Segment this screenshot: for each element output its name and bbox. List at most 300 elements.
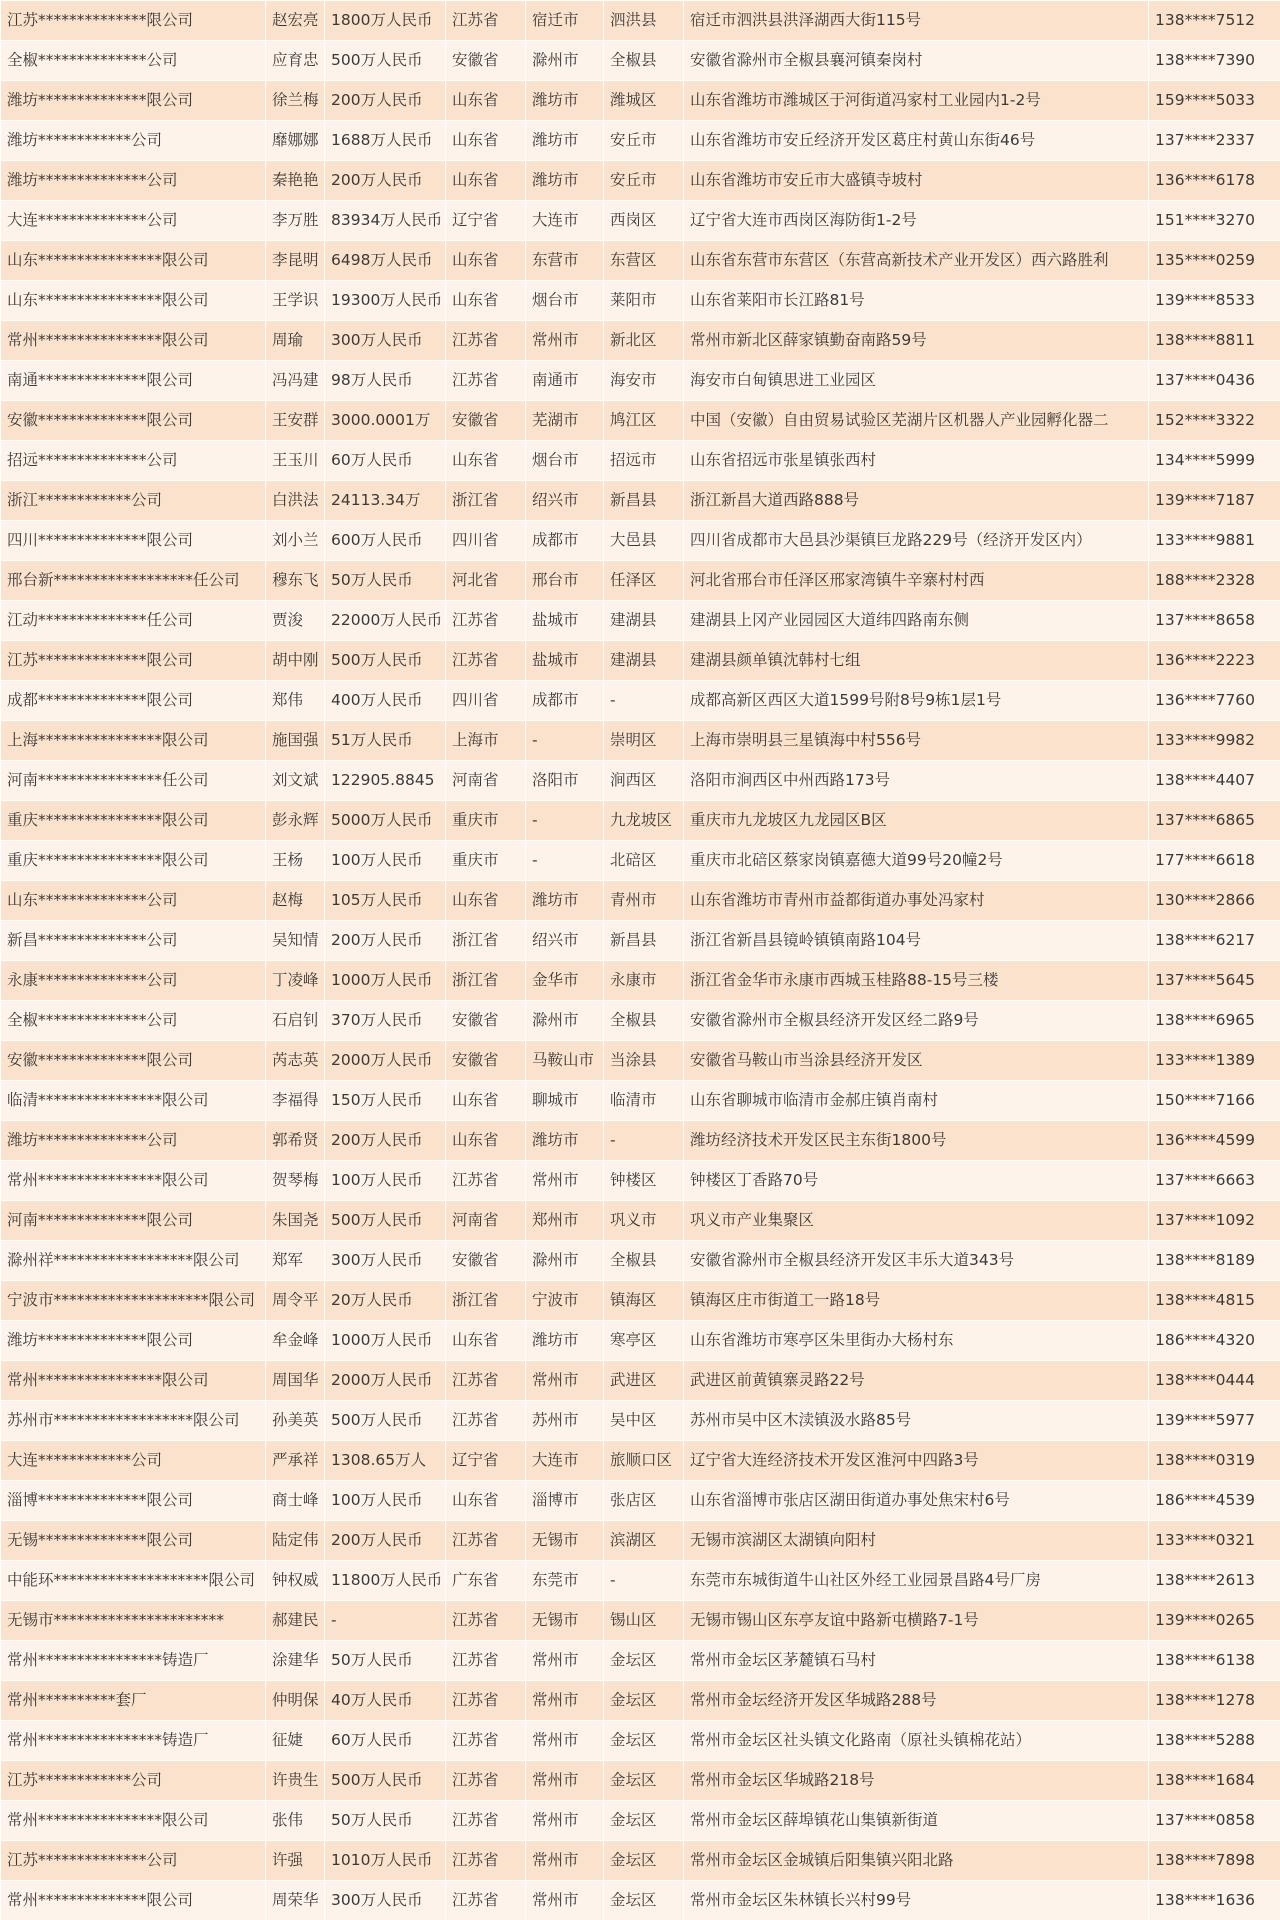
address-cell: 无锡市锡山区东亭友谊中路新屯横路7-1号 [684, 1601, 1149, 1641]
legal-person-cell: 征婕 [266, 1721, 325, 1761]
table-row [1, 721, 1280, 761]
registered-capital-cell: 24113.34万 [325, 481, 446, 521]
legal-person-cell: 郑伟 [266, 681, 325, 721]
table-row [1, 1801, 1280, 1841]
district-cell: 金坛区 [604, 1761, 684, 1801]
city-cell: 常州市 [526, 1881, 604, 1920]
phone-cell: 138****1684 [1149, 1761, 1280, 1801]
address-cell: 安徽省滁州市全椒县经济开发区经二路9号 [684, 1001, 1149, 1041]
table-row [1, 1081, 1280, 1121]
city-cell: 盐城市 [526, 601, 604, 641]
address-cell: 常州市金坛经济开发区华城路288号 [684, 1681, 1149, 1721]
legal-person-cell: 白洪法 [266, 481, 325, 521]
legal-person-cell: 周瑜 [266, 321, 325, 361]
registered-capital-cell: 100万人民币 [325, 841, 446, 881]
phone-cell: 138****4815 [1149, 1281, 1280, 1321]
province-cell: 浙江省 [446, 481, 526, 521]
company-name-cell: 江动**************任公司 [1, 601, 266, 641]
province-cell: 江苏省 [446, 361, 526, 401]
company-name-cell: 成都**************限公司 [1, 681, 266, 721]
table-body [1, 1, 1280, 1920]
province-cell: 山东省 [446, 441, 526, 481]
city-cell: 滁州市 [526, 41, 604, 81]
registered-capital-cell: 5000万人民币 [325, 801, 446, 841]
district-cell: 吴中区 [604, 1401, 684, 1441]
registered-capital-cell: 200万人民币 [325, 921, 446, 961]
table-row [1, 81, 1280, 121]
address-cell: 安徽省马鞍山市当涂县经济开发区 [684, 1041, 1149, 1081]
legal-person-cell: 李福得 [266, 1081, 325, 1121]
city-cell: 金华市 [526, 961, 604, 1001]
registered-capital-cell: 20万人民币 [325, 1281, 446, 1321]
registered-capital-cell: 2000万人民币 [325, 1041, 446, 1081]
legal-person-cell: 贺琴梅 [266, 1161, 325, 1201]
phone-cell: 138****1278 [1149, 1681, 1280, 1721]
address-cell: 山东省聊城市临清市金郝庄镇肖南村 [684, 1081, 1149, 1121]
city-cell: 大连市 [526, 201, 604, 241]
registered-capital-cell: 1000万人民币 [325, 1321, 446, 1361]
registered-capital-cell: 1308.65万人 [325, 1441, 446, 1481]
city-cell: 烟台市 [526, 441, 604, 481]
address-cell: 山东省东营市东营区（东营高新技术产业开发区）西六路胜利 [684, 241, 1149, 281]
legal-person-cell: 刘小兰 [266, 521, 325, 561]
company-name-cell: 无锡市********************** [1, 1601, 266, 1641]
city-cell: 绍兴市 [526, 921, 604, 961]
district-cell: 武进区 [604, 1361, 684, 1401]
table-row [1, 1241, 1280, 1281]
company-name-cell: 大连************公司 [1, 1441, 266, 1481]
address-cell: 河北省邢台市任泽区邢家湾镇牛辛寨村村西 [684, 561, 1149, 601]
city-cell: 常州市 [526, 1641, 604, 1681]
registered-capital-cell: 105万人民币 [325, 881, 446, 921]
city-cell: 常州市 [526, 321, 604, 361]
registered-capital-cell: 150万人民币 [325, 1081, 446, 1121]
company-name-cell: 中能环********************限公司 [1, 1561, 266, 1601]
phone-cell: 138****4407 [1149, 761, 1280, 801]
address-cell: 浙江省金华市永康市西城玉桂路88-15号三楼 [684, 961, 1149, 1001]
table-row [1, 1281, 1280, 1321]
district-cell: - [604, 1121, 684, 1161]
table-row [1, 1681, 1280, 1721]
table-row [1, 1201, 1280, 1241]
district-cell: 金坛区 [604, 1801, 684, 1841]
company-name-cell: 邢台新******************任公司 [1, 561, 266, 601]
city-cell: 无锡市 [526, 1521, 604, 1561]
registered-capital-cell: 100万人民币 [325, 1481, 446, 1521]
phone-cell: 151****3270 [1149, 201, 1280, 241]
district-cell: 建湖县 [604, 601, 684, 641]
city-cell: 苏州市 [526, 1401, 604, 1441]
province-cell: 江苏省 [446, 1361, 526, 1401]
phone-cell: 133****0321 [1149, 1521, 1280, 1561]
company-name-cell: 河南**************限公司 [1, 1201, 266, 1241]
legal-person-cell: 钟权威 [266, 1561, 325, 1601]
company-name-cell: 潍坊************公司 [1, 121, 266, 161]
company-name-cell: 山东****************限公司 [1, 241, 266, 281]
registered-capital-cell: 19300万人民币 [325, 281, 446, 321]
province-cell: 浙江省 [446, 921, 526, 961]
city-cell: 常州市 [526, 1681, 604, 1721]
company-name-cell: 潍坊**************公司 [1, 1121, 266, 1161]
table-row [1, 481, 1280, 521]
district-cell: 大邑县 [604, 521, 684, 561]
company-name-cell: 河南****************任公司 [1, 761, 266, 801]
district-cell: 安丘市 [604, 161, 684, 201]
phone-cell: 130****2866 [1149, 881, 1280, 921]
company-name-cell: 山东****************限公司 [1, 281, 266, 321]
city-cell: 滁州市 [526, 1241, 604, 1281]
phone-cell: 186****4320 [1149, 1321, 1280, 1361]
table-row [1, 1481, 1280, 1521]
registered-capital-cell: 200万人民币 [325, 1121, 446, 1161]
province-cell: 江苏省 [446, 1761, 526, 1801]
table-row [1, 681, 1280, 721]
district-cell: 涧西区 [604, 761, 684, 801]
table-row [1, 1, 1280, 41]
district-cell: 张店区 [604, 1481, 684, 1521]
company-name-cell: 临清****************限公司 [1, 1081, 266, 1121]
city-cell: 常州市 [526, 1721, 604, 1761]
company-name-cell: 全椒**************公司 [1, 1001, 266, 1041]
address-cell: 宿迁市泗洪县洪泽湖西大街115号 [684, 1, 1149, 41]
table-row [1, 121, 1280, 161]
province-cell: 江苏省 [446, 1, 526, 41]
city-cell: 烟台市 [526, 281, 604, 321]
company-name-cell: 安徽**************限公司 [1, 401, 266, 441]
phone-cell: 188****2328 [1149, 561, 1280, 601]
district-cell: 全椒县 [604, 1001, 684, 1041]
legal-person-cell: 郝建民 [266, 1601, 325, 1641]
district-cell: 金坛区 [604, 1681, 684, 1721]
table-row [1, 321, 1280, 361]
phone-cell: 139****5977 [1149, 1401, 1280, 1441]
province-cell: 山东省 [446, 881, 526, 921]
table-row [1, 761, 1280, 801]
table-row [1, 1401, 1280, 1441]
company-name-cell: 滁州祥******************限公司 [1, 1241, 266, 1281]
district-cell: 新北区 [604, 321, 684, 361]
legal-person-cell: 石启钊 [266, 1001, 325, 1041]
table-row [1, 881, 1280, 921]
phone-cell: 137****6865 [1149, 801, 1280, 841]
legal-person-cell: 郭希贤 [266, 1121, 325, 1161]
legal-person-cell: 李万胜 [266, 201, 325, 241]
company-name-cell: 常州****************铸造厂 [1, 1641, 266, 1681]
legal-person-cell: 赵宏亮 [266, 1, 325, 41]
table-row [1, 801, 1280, 841]
province-cell: 江苏省 [446, 1161, 526, 1201]
province-cell: 江苏省 [446, 1881, 526, 1920]
address-cell: 上海市崇明县三星镇海中村556号 [684, 721, 1149, 761]
legal-person-cell: 徐兰梅 [266, 81, 325, 121]
table-row [1, 921, 1280, 961]
district-cell: 钟楼区 [604, 1161, 684, 1201]
table-row [1, 41, 1280, 81]
phone-cell: 138****6138 [1149, 1641, 1280, 1681]
province-cell: 江苏省 [446, 1681, 526, 1721]
legal-person-cell: 许强 [266, 1841, 325, 1881]
phone-cell: 139****7187 [1149, 481, 1280, 521]
city-cell: 南通市 [526, 361, 604, 401]
province-cell: 河北省 [446, 561, 526, 601]
address-cell: 建湖县颜单镇沈韩村七组 [684, 641, 1149, 681]
address-cell: 辽宁省大连市西岗区海防街1-2号 [684, 201, 1149, 241]
address-cell: 山东省潍坊市安丘市大盛镇寺坡村 [684, 161, 1149, 201]
phone-cell: 139****8533 [1149, 281, 1280, 321]
table-row [1, 601, 1280, 641]
address-cell: 山东省潍坊市青州市益都街道办事处冯家村 [684, 881, 1149, 921]
company-name-cell: 山东**************公司 [1, 881, 266, 921]
table-row [1, 201, 1280, 241]
company-name-cell: 上海****************限公司 [1, 721, 266, 761]
legal-person-cell: 涂建华 [266, 1641, 325, 1681]
province-cell: 重庆市 [446, 841, 526, 881]
district-cell: 西岗区 [604, 201, 684, 241]
company-name-cell: 潍坊**************限公司 [1, 1321, 266, 1361]
district-cell: 潍城区 [604, 81, 684, 121]
company-name-cell: 重庆****************限公司 [1, 841, 266, 881]
city-cell: - [526, 801, 604, 841]
table-row [1, 1321, 1280, 1361]
province-cell: 山东省 [446, 161, 526, 201]
phone-cell: 137****1092 [1149, 1201, 1280, 1241]
table-row [1, 561, 1280, 601]
table-row [1, 1521, 1280, 1561]
district-cell: 安丘市 [604, 121, 684, 161]
province-cell: 辽宁省 [446, 201, 526, 241]
company-name-cell: 常州****************限公司 [1, 1161, 266, 1201]
legal-person-cell: 胡中刚 [266, 641, 325, 681]
legal-person-cell: 周国华 [266, 1361, 325, 1401]
city-cell: 聊城市 [526, 1081, 604, 1121]
table-row [1, 1441, 1280, 1481]
table-row [1, 441, 1280, 481]
city-cell: 滁州市 [526, 1001, 604, 1041]
legal-person-cell: 赵梅 [266, 881, 325, 921]
company-name-cell: 潍坊**************公司 [1, 161, 266, 201]
company-name-cell: 淄博**************限公司 [1, 1481, 266, 1521]
district-cell: 泗洪县 [604, 1, 684, 41]
registered-capital-cell: 60万人民币 [325, 441, 446, 481]
table-row [1, 1721, 1280, 1761]
province-cell: 安徽省 [446, 1241, 526, 1281]
phone-cell: 137****2337 [1149, 121, 1280, 161]
legal-person-cell: 靡娜娜 [266, 121, 325, 161]
city-cell: 常州市 [526, 1161, 604, 1201]
province-cell: 山东省 [446, 241, 526, 281]
company-name-cell: 常州****************限公司 [1, 1801, 266, 1841]
district-cell: 寒亭区 [604, 1321, 684, 1361]
registered-capital-cell: 600万人民币 [325, 521, 446, 561]
province-cell: 江苏省 [446, 1401, 526, 1441]
district-cell: 金坛区 [604, 1841, 684, 1881]
phone-cell: 133****9982 [1149, 721, 1280, 761]
province-cell: 河南省 [446, 1201, 526, 1241]
phone-cell: 136****4599 [1149, 1121, 1280, 1161]
phone-cell: 133****9881 [1149, 521, 1280, 561]
district-cell: 北碚区 [604, 841, 684, 881]
legal-person-cell: 周荣华 [266, 1881, 325, 1920]
province-cell: 安徽省 [446, 1001, 526, 1041]
phone-cell: 136****6178 [1149, 161, 1280, 201]
table-row [1, 1161, 1280, 1201]
registered-capital-cell: 122905.8845 [325, 761, 446, 801]
company-name-cell: 江苏**************公司 [1, 1841, 266, 1881]
registered-capital-cell: 400万人民币 [325, 681, 446, 721]
address-cell: 常州市新北区薛家镇勤奋南路59号 [684, 321, 1149, 361]
phone-cell: 137****0858 [1149, 1801, 1280, 1841]
legal-person-cell: 秦艳艳 [266, 161, 325, 201]
phone-cell: 133****1389 [1149, 1041, 1280, 1081]
table-row [1, 161, 1280, 201]
phone-cell: 138****2613 [1149, 1561, 1280, 1601]
legal-person-cell: 周令平 [266, 1281, 325, 1321]
address-cell: 山东省淄博市张店区湖田街道办事处焦宋村6号 [684, 1481, 1149, 1521]
legal-person-cell: 严承祥 [266, 1441, 325, 1481]
district-cell: 全椒县 [604, 41, 684, 81]
address-cell: 重庆市九龙坡区九龙园区B区 [684, 801, 1149, 841]
table-row [1, 1561, 1280, 1601]
city-cell: 常州市 [526, 1801, 604, 1841]
address-cell: 山东省莱阳市长江路81号 [684, 281, 1149, 321]
legal-person-cell: 施国强 [266, 721, 325, 761]
address-cell: 中国（安徽）自由贸易试验区芜湖片区机器人产业园孵化器二 [684, 401, 1149, 441]
phone-cell: 138****8811 [1149, 321, 1280, 361]
legal-person-cell: 许贵生 [266, 1761, 325, 1801]
registered-capital-cell: 50万人民币 [325, 561, 446, 601]
district-cell: 永康市 [604, 961, 684, 1001]
phone-cell: 138****8189 [1149, 1241, 1280, 1281]
district-cell: 镇海区 [604, 1281, 684, 1321]
address-cell: 常州市金坛区金城镇后阳集镇兴阳北路 [684, 1841, 1149, 1881]
district-cell: 青州市 [604, 881, 684, 921]
city-cell: 潍坊市 [526, 1321, 604, 1361]
district-cell: 东营区 [604, 241, 684, 281]
province-cell: 江苏省 [446, 321, 526, 361]
registered-capital-cell: 22000万人民币 [325, 601, 446, 641]
company-name-cell: 永康**************公司 [1, 961, 266, 1001]
address-cell: 常州市金坛区朱林镇长兴村99号 [684, 1881, 1149, 1920]
address-cell: 常州市金坛区华城路218号 [684, 1761, 1149, 1801]
address-cell: 重庆市北碚区蔡家岗镇嘉德大道99号20幢2号 [684, 841, 1149, 881]
address-cell: 海安市白甸镇思进工业园区 [684, 361, 1149, 401]
registered-capital-cell: 98万人民币 [325, 361, 446, 401]
legal-person-cell: 芮志英 [266, 1041, 325, 1081]
registered-capital-cell: 1010万人民币 [325, 1841, 446, 1881]
address-cell: 山东省招远市张星镇张西村 [684, 441, 1149, 481]
district-cell: 旅顺口区 [604, 1441, 684, 1481]
district-cell: 鸠江区 [604, 401, 684, 441]
phone-cell: 159****5033 [1149, 81, 1280, 121]
legal-person-cell: 牟金峰 [266, 1321, 325, 1361]
district-cell: 金坛区 [604, 1721, 684, 1761]
city-cell: 潍坊市 [526, 1121, 604, 1161]
registered-capital-cell: 300万人民币 [325, 1241, 446, 1281]
registered-capital-cell: 500万人民币 [325, 641, 446, 681]
legal-person-cell: 应育忠 [266, 41, 325, 81]
legal-person-cell: 孙美英 [266, 1401, 325, 1441]
province-cell: 江苏省 [446, 1801, 526, 1841]
district-cell: 金坛区 [604, 1641, 684, 1681]
phone-cell: 134****5999 [1149, 441, 1280, 481]
legal-person-cell: 陆定伟 [266, 1521, 325, 1561]
address-cell: 洛阳市涧西区中州西路173号 [684, 761, 1149, 801]
address-cell: 巩义市产业集聚区 [684, 1201, 1149, 1241]
city-cell: 宁波市 [526, 1281, 604, 1321]
legal-person-cell: 贾浚 [266, 601, 325, 641]
table-row [1, 281, 1280, 321]
city-cell: 无锡市 [526, 1601, 604, 1641]
legal-person-cell: 商士峰 [266, 1481, 325, 1521]
province-cell: 江苏省 [446, 1601, 526, 1641]
legal-person-cell: 朱国尧 [266, 1201, 325, 1241]
province-cell: 河南省 [446, 761, 526, 801]
registered-capital-cell: 50万人民币 [325, 1801, 446, 1841]
city-cell: 宿迁市 [526, 1, 604, 41]
province-cell: 上海市 [446, 721, 526, 761]
city-cell: 大连市 [526, 1441, 604, 1481]
table-row [1, 841, 1280, 881]
phone-cell: 150****7166 [1149, 1081, 1280, 1121]
province-cell: 四川省 [446, 681, 526, 721]
registered-capital-cell: 40万人民币 [325, 1681, 446, 1721]
table-row [1, 1121, 1280, 1161]
registered-capital-cell: 200万人民币 [325, 81, 446, 121]
address-cell: 浙江省新昌县镜岭镇镇南路104号 [684, 921, 1149, 961]
company-name-cell: 无锡**************限公司 [1, 1521, 266, 1561]
company-name-cell: 常州****************铸造厂 [1, 1721, 266, 1761]
city-cell: 成都市 [526, 521, 604, 561]
registered-capital-cell: 500万人民币 [325, 41, 446, 81]
address-cell: 山东省潍坊市潍城区于河街道冯家村工业园内1-2号 [684, 81, 1149, 121]
address-cell: 安徽省滁州市全椒县襄河镇秦岗村 [684, 41, 1149, 81]
province-cell: 浙江省 [446, 961, 526, 1001]
district-cell: 金坛区 [604, 1881, 684, 1920]
address-cell: 成都高新区西区大道1599号附8号9栋1层1号 [684, 681, 1149, 721]
phone-cell: 138****7898 [1149, 1841, 1280, 1881]
address-cell: 钟楼区丁香路70号 [684, 1161, 1149, 1201]
registered-capital-cell: 2000万人民币 [325, 1361, 446, 1401]
district-cell: 新昌县 [604, 921, 684, 961]
city-cell: 潍坊市 [526, 881, 604, 921]
city-cell: 淄博市 [526, 1481, 604, 1521]
registered-capital-cell: 100万人民币 [325, 1161, 446, 1201]
phone-cell: 138****7512 [1149, 1, 1280, 41]
phone-cell: 137****6663 [1149, 1161, 1280, 1201]
district-cell: 新昌县 [604, 481, 684, 521]
registered-capital-cell: 500万人民币 [325, 1201, 446, 1241]
phone-cell: 138****5288 [1149, 1721, 1280, 1761]
registered-capital-cell: 300万人民币 [325, 321, 446, 361]
province-cell: 江苏省 [446, 641, 526, 681]
company-name-cell: 常州****************限公司 [1, 1361, 266, 1401]
province-cell: 四川省 [446, 521, 526, 561]
district-cell: 临清市 [604, 1081, 684, 1121]
registered-capital-cell: 60万人民币 [325, 1721, 446, 1761]
table-row [1, 1601, 1280, 1641]
legal-person-cell: 刘文斌 [266, 761, 325, 801]
registered-capital-cell: 370万人民币 [325, 1001, 446, 1041]
table-row [1, 1361, 1280, 1401]
address-cell: 常州市金坛区茅麓镇石马村 [684, 1641, 1149, 1681]
address-cell: 苏州市吴中区木渎镇汲水路85号 [684, 1401, 1149, 1441]
district-cell: 建湖县 [604, 641, 684, 681]
district-cell: 锡山区 [604, 1601, 684, 1641]
province-cell: 重庆市 [446, 801, 526, 841]
district-cell: - [604, 681, 684, 721]
district-cell: 任泽区 [604, 561, 684, 601]
phone-cell: 138****1636 [1149, 1881, 1280, 1920]
